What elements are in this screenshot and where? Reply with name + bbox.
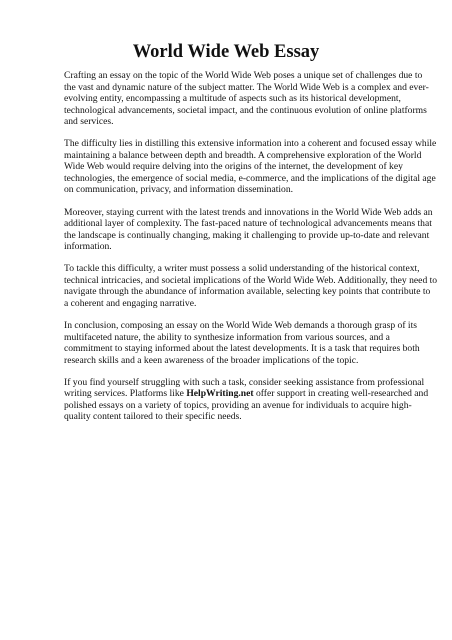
text-line: Crafting an essay on the topic of the World Wide Web poses a unique set of challenges due to bbox=[64, 70, 423, 81]
text-line: the vast and dynamic nature of the subject matter. The World Wide Web is a complex and ever- bbox=[64, 81, 429, 93]
paragraph-2 bbox=[64, 138, 438, 196]
text-segment: writing services. Platforms like bbox=[64, 388, 187, 400]
text-segment: offer support in creating well-researched and bbox=[253, 388, 429, 400]
text-line-with-site-name bbox=[64, 388, 438, 400]
text-line: information. bbox=[64, 241, 112, 253]
paragraph-6 bbox=[64, 377, 438, 423]
paragraph-3 bbox=[64, 207, 438, 253]
text-line: maintaining a balance between depth and breadth. A comprehensive exploration of the World bbox=[64, 149, 422, 161]
text-line: technological advancements, societal impact, and the continuous evolution of online platforms bbox=[64, 104, 427, 116]
text-line: To tackle this difficulty, a writer must possess a solid understanding of the historical context, bbox=[64, 263, 420, 275]
paragraph-5 bbox=[64, 320, 438, 366]
text-line: a coherent and engaging narrative. bbox=[64, 297, 197, 309]
text-line: navigate through the abundance of information available, selecting key points that contribute to bbox=[64, 286, 431, 298]
text-line: If you find yourself struggling with such a task, consider seeking assistance from professional bbox=[64, 376, 425, 388]
text-line: and services. bbox=[64, 116, 114, 127]
text-line: the landscape is continually changing, making it challenging to provide up-to-date and relevant bbox=[64, 229, 430, 241]
site-name: HelpWriting.net bbox=[186, 388, 254, 400]
text-line: polished essays on a variety of topics, providing an avenue for individuals to acquire high- bbox=[64, 399, 412, 411]
text-line: research skills and a keen awareness of the broader implications of the topic. bbox=[64, 354, 359, 366]
text-line: evolving entity, encompassing a multitude of aspects such as its historical development, bbox=[64, 93, 401, 104]
text-line: The difficulty lies in distilling this extensive information into a coherent and focused essay while bbox=[64, 138, 437, 150]
text-line: additional layer of complexity. The fast-paced nature of technological advancements means that bbox=[64, 218, 432, 230]
text-line: Moreover, staying current with the latest trends and innovations in the World Wide Web adds an bbox=[64, 206, 433, 218]
text-line: Wide Web would require delving into the origins of the internet, the development of key bbox=[64, 161, 403, 173]
paragraph-1 bbox=[64, 70, 438, 128]
text-line: multifaceted nature, the ability to synthesize information from various sources, and a bbox=[64, 331, 390, 343]
essay-title: World Wide Web Essay bbox=[132, 42, 320, 62]
text-line: In conclusion, composing an essay on the World Wide Web demands a thorough grasp of its bbox=[64, 320, 417, 332]
essay-body bbox=[64, 70, 438, 434]
text-line: technologies, the emergence of social media, e-commerce, and the implications of the digital age bbox=[64, 172, 436, 184]
paragraph-4 bbox=[64, 263, 438, 309]
text-line: on communication, privacy, and information dissemination. bbox=[64, 184, 294, 196]
text-line: quality content tailored to their specific needs. bbox=[64, 411, 242, 423]
text-line: commitment to staying informed about the latest developments. It is a task that requires both bbox=[64, 343, 420, 355]
text-line: technical intricacies, and societal implications of the World Wide Web. Additionally, they need to bbox=[64, 274, 438, 286]
